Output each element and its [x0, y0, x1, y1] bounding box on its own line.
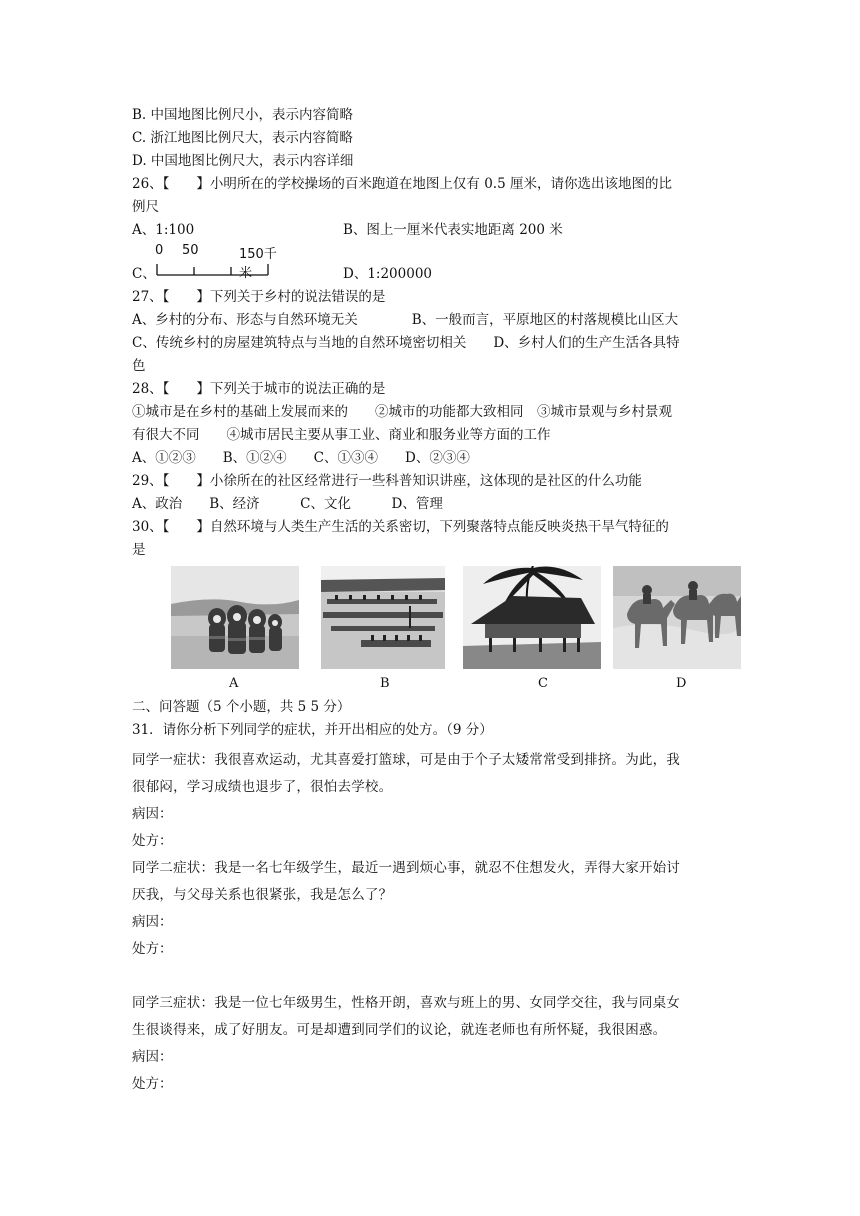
student-1-symptom: 同学一症状：我很喜欢运动，尤其喜爱打篮球，可是由于个子太矮常常受到排挤。为此，我	[132, 752, 680, 768]
q28-statements-cont: 有很大不同 ④城市居民主要从事工业、商业和服务业等方面的工作	[132, 427, 551, 443]
q27-options-cd: C、传统乡村的房屋建筑特点与当地的自然环境密切相关 D、乡村人们的生产生活各具特	[132, 335, 680, 351]
student-3-prescription-label: 处方：	[132, 1076, 173, 1092]
q26-option-d: D、1:200000	[343, 266, 432, 282]
q27-options-ab: A、乡村的分布、形态与自然环境无关 B、一般而言，平原地区的村落规模比山区大	[132, 312, 679, 328]
student-3-cause-label: 病因：	[132, 1049, 173, 1065]
q26-stem: 26、【 】小明所在的学校操场的百米跑道在地图上仅有 0.5 厘米，请你选出该地图的比	[132, 176, 672, 192]
scale-label-150: 150千米	[239, 247, 277, 281]
q27-options-cd-cont: 色	[132, 358, 146, 374]
q26-scale-bar	[150, 242, 280, 282]
scale-label-50: 50	[182, 243, 199, 258]
photo-b-dragon-boats	[321, 566, 445, 669]
q31-stem: 31．请你分析下列同学的症状，并开出相应的处方。（9 分）	[132, 722, 493, 738]
q29-options: A、政治 B、经济 C、文化 D、管理	[132, 496, 443, 512]
scale-bar-graphic	[150, 242, 280, 282]
student-2-symptom: 同学二症状：我是一名七年级学生，最近一遇到烦心事，就忍不住想发火，弄得大家开始讨	[132, 860, 680, 876]
q28-options: A、①②③ B、①②④ C、①③④ D、②③④	[132, 450, 470, 466]
q28-statements: ①城市是在乡村的基础上发展而来的 ②城市的功能都大致相同 ③城市景观与乡村景观	[132, 404, 672, 420]
student-2-prescription-label: 处方：	[132, 941, 173, 957]
student-1-cause-label: 病因：	[132, 806, 173, 822]
student-1-symptom-cont: 很郁闷，学习成绩也退步了，很怕去学校。	[132, 779, 393, 795]
student-3-symptom: 同学三症状：我是一位七年级男生，性格开朗，喜欢与班上的男、女同学交往，我与同桌女	[132, 995, 680, 1011]
photo-d-camels-desert	[613, 566, 741, 669]
q28-stem: 28、【 】下列关于城市的说法正确的是	[132, 381, 386, 397]
q27-stem: 27、【 】下列关于乡村的说法错误的是	[132, 289, 386, 305]
photo-c-caption: C	[538, 676, 548, 691]
student-2-cause-label: 病因：	[132, 914, 173, 930]
photo-a-caption: A	[229, 676, 239, 691]
q25-option-c: C. 浙江地图比例尺大，表示内容简略	[132, 130, 353, 146]
photo-b-caption: B	[380, 676, 390, 691]
q26-stem-cont: 例尺	[132, 199, 159, 215]
q25-option-d: D. 中国地图比例尺大，表示内容详细	[132, 153, 354, 169]
student-1-prescription-label: 处方：	[132, 833, 173, 849]
photo-a-polar-people	[171, 566, 299, 669]
photo-c-stilt-house	[463, 566, 601, 669]
q30-stem-cont: 是	[132, 542, 146, 558]
section-2-heading: 二、问答题（5 个小题，共 5 5 分）	[132, 699, 351, 715]
q26-option-a: A、1:100	[132, 222, 195, 238]
scale-label-0: 0	[155, 243, 164, 258]
q29-stem: 29、【 】小徐所在的社区经常进行一些科普知识讲座，这体现的是社区的什么功能	[132, 473, 642, 489]
q25-option-b: B. 中国地图比例尺小，表示内容简略	[132, 107, 354, 123]
q26-option-c: C、	[132, 266, 156, 282]
photo-d-caption: D	[676, 676, 687, 691]
q30-stem: 30、【 】自然环境与人类生产生活的关系密切，下列聚落特点能反映炎热干旱气特征的	[132, 519, 669, 535]
q26-option-b: B、图上一厘米代表实地距离 200 米	[343, 222, 563, 238]
student-2-symptom-cont: 厌我，与父母关系也很紧张，我是怎么了？	[132, 887, 393, 903]
student-3-symptom-cont: 生很谈得来，成了好朋友。可是却遭到同学们的议论，就连老师也有所怀疑，我很困惑。	[132, 1022, 667, 1038]
